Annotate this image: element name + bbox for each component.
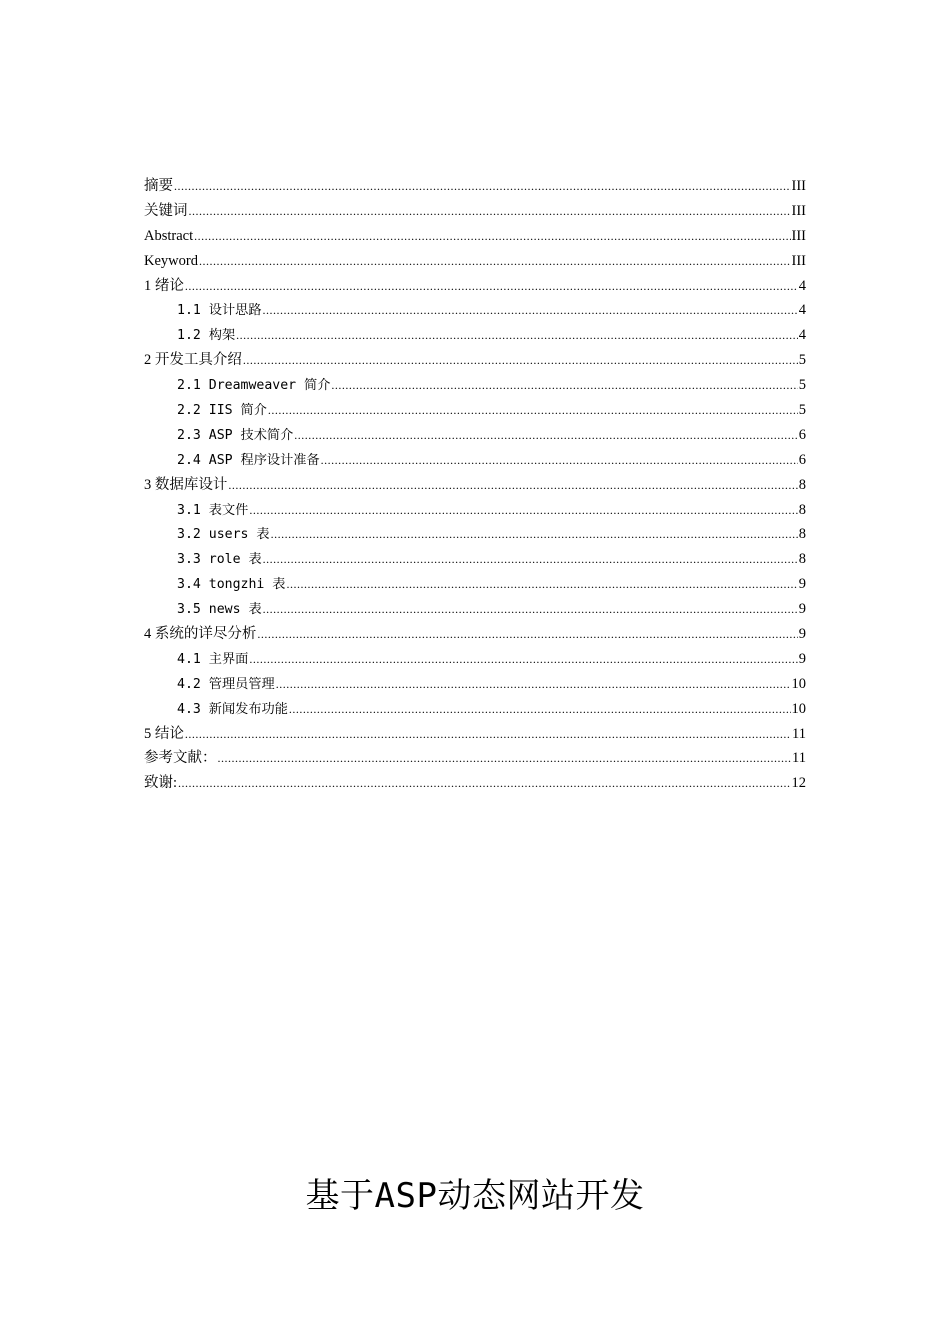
toc-entry-page: 4: [798, 302, 806, 319]
toc-entry[interactable]: [144, 298, 806, 323]
toc-dot-leader: [236, 323, 798, 348]
toc-entry[interactable]: [144, 672, 806, 697]
toc-dot-leader: [185, 722, 791, 747]
toc-dot-leader: [268, 398, 798, 423]
toc-entry-label: 1 绪论: [144, 277, 184, 294]
document-title: 基于ASP动态网站开发: [305, 1176, 645, 1216]
toc-entry-page: 9: [798, 576, 806, 593]
toc-entry[interactable]: [144, 647, 806, 672]
toc-entry[interactable]: [144, 323, 806, 348]
toc-entry-label: 3.3 role 表: [177, 552, 262, 568]
toc-dot-leader: [263, 597, 798, 622]
toc-entry[interactable]: [144, 746, 806, 771]
toc-entry[interactable]: [144, 722, 806, 747]
toc-entry[interactable]: [144, 597, 806, 622]
toc-entry[interactable]: [144, 398, 806, 423]
toc-dot-leader: [263, 298, 798, 323]
toc-entry-page: 6: [798, 451, 806, 468]
toc-dot-leader: [228, 473, 797, 498]
toc-entry-page: 8: [798, 526, 806, 543]
toc-dot-leader: [218, 746, 792, 771]
toc-entry-label: 4.1 主界面: [177, 651, 249, 667]
toc-entry-label: 致谢:: [144, 775, 178, 792]
toc-entry-page: III: [791, 227, 806, 244]
toc-entry-label: 摘要: [144, 178, 173, 194]
toc-entry-page: III: [791, 178, 806, 194]
toc-dot-leader: [276, 672, 791, 697]
toc-entry[interactable]: [144, 348, 806, 373]
toc-entry-page: 6: [798, 426, 806, 443]
toc-entry-page: 9: [798, 650, 806, 667]
toc-dot-leader: [199, 249, 791, 274]
toc-entry-page: 5: [798, 377, 806, 394]
toc-entry-label: 3.1 表文件: [177, 502, 249, 518]
toc-entry[interactable]: [144, 473, 806, 498]
toc-entry-page: 9: [798, 601, 806, 618]
toc-entry-label: 4 系统的详尽分析: [144, 626, 257, 643]
toc-entry-page: 4: [798, 327, 806, 344]
toc-entry[interactable]: [144, 622, 806, 647]
toc-entry[interactable]: [144, 174, 806, 199]
toc-entry-label: 3 数据库设计: [144, 476, 228, 493]
toc-entry-page: 8: [798, 551, 806, 568]
toc-entry-label: 2.4 ASP 程序设计准备: [177, 452, 320, 468]
toc-dot-leader: [185, 274, 798, 299]
toc-entry[interactable]: [144, 697, 806, 722]
toc-entry-label: 1.2 构架: [177, 328, 236, 344]
toc-dot-leader: [249, 498, 797, 523]
toc-dot-leader: [286, 572, 797, 597]
toc-entry-page: 12: [791, 775, 806, 792]
toc-entry[interactable]: [144, 249, 806, 274]
toc-dot-leader: [289, 697, 791, 722]
toc-entry-label: 关键词: [144, 202, 188, 219]
toc-entry-label: Keyword: [144, 252, 198, 269]
toc-dot-leader: [257, 622, 797, 647]
toc-entry[interactable]: [144, 547, 806, 572]
toc-dot-leader: [189, 199, 791, 224]
toc-dot-leader: [331, 373, 797, 398]
toc-dot-leader: [243, 348, 798, 373]
toc-entry[interactable]: [144, 572, 806, 597]
toc-entry-page: 10: [791, 700, 806, 717]
toc-dot-leader: [174, 174, 791, 199]
toc-entry-page: 11: [792, 725, 806, 742]
table-of-contents: [144, 174, 806, 796]
toc-entry-page: 5: [798, 352, 806, 369]
toc-entry-label: 2.1 Dreamweaver 简介: [177, 378, 331, 394]
toc-dot-leader: [294, 423, 797, 448]
toc-entry[interactable]: [144, 771, 806, 796]
toc-entry-label: 1.1 设计思路: [177, 303, 262, 319]
toc-dot-leader: [263, 547, 798, 572]
toc-entry-page: 8: [798, 476, 806, 493]
toc-entry-page: III: [791, 202, 806, 219]
toc-entry-page: 4: [798, 277, 806, 294]
toc-entry-page: 8: [798, 501, 806, 518]
toc-entry-label: 2 开发工具介绍: [144, 352, 242, 369]
toc-entry[interactable]: [144, 498, 806, 523]
toc-entry-label: 3.5 news 表: [177, 602, 262, 618]
toc-entry[interactable]: [144, 274, 806, 299]
toc-dot-leader: [194, 224, 790, 249]
toc-entry-page: III: [791, 252, 806, 269]
toc-dot-leader: [271, 522, 798, 547]
toc-entry-label: Abstract: [144, 227, 194, 244]
toc-entry[interactable]: [144, 224, 806, 249]
toc-dot-leader: [178, 771, 790, 796]
toc-entry-label: 参考文献：: [144, 750, 217, 767]
toc-entry[interactable]: [144, 373, 806, 398]
toc-entry[interactable]: [144, 423, 806, 448]
toc-entry-label: 4.2 管理员管理: [177, 676, 275, 692]
toc-entry-label: 4.3 新闻发布功能: [177, 701, 288, 717]
toc-entry-label: 5 结论: [144, 725, 184, 742]
toc-entry[interactable]: [144, 522, 806, 547]
toc-entry-label: 2.2 IIS 简介: [177, 403, 267, 419]
toc-entry-page: 5: [798, 402, 806, 419]
toc-entry-label: 2.3 ASP 技术简介: [177, 427, 294, 443]
toc-entry-label: 3.4 tongzhi 表: [177, 577, 286, 593]
toc-entry-page: 9: [798, 626, 806, 643]
toc-entry[interactable]: [144, 199, 806, 224]
toc-dot-leader: [249, 647, 797, 672]
toc-dot-leader: [321, 448, 798, 473]
toc-entry[interactable]: [144, 448, 806, 473]
toc-entry-label: 3.2 users 表: [177, 527, 270, 543]
toc-entry-page: 10: [791, 675, 806, 692]
toc-entry-page: 11: [792, 750, 806, 767]
